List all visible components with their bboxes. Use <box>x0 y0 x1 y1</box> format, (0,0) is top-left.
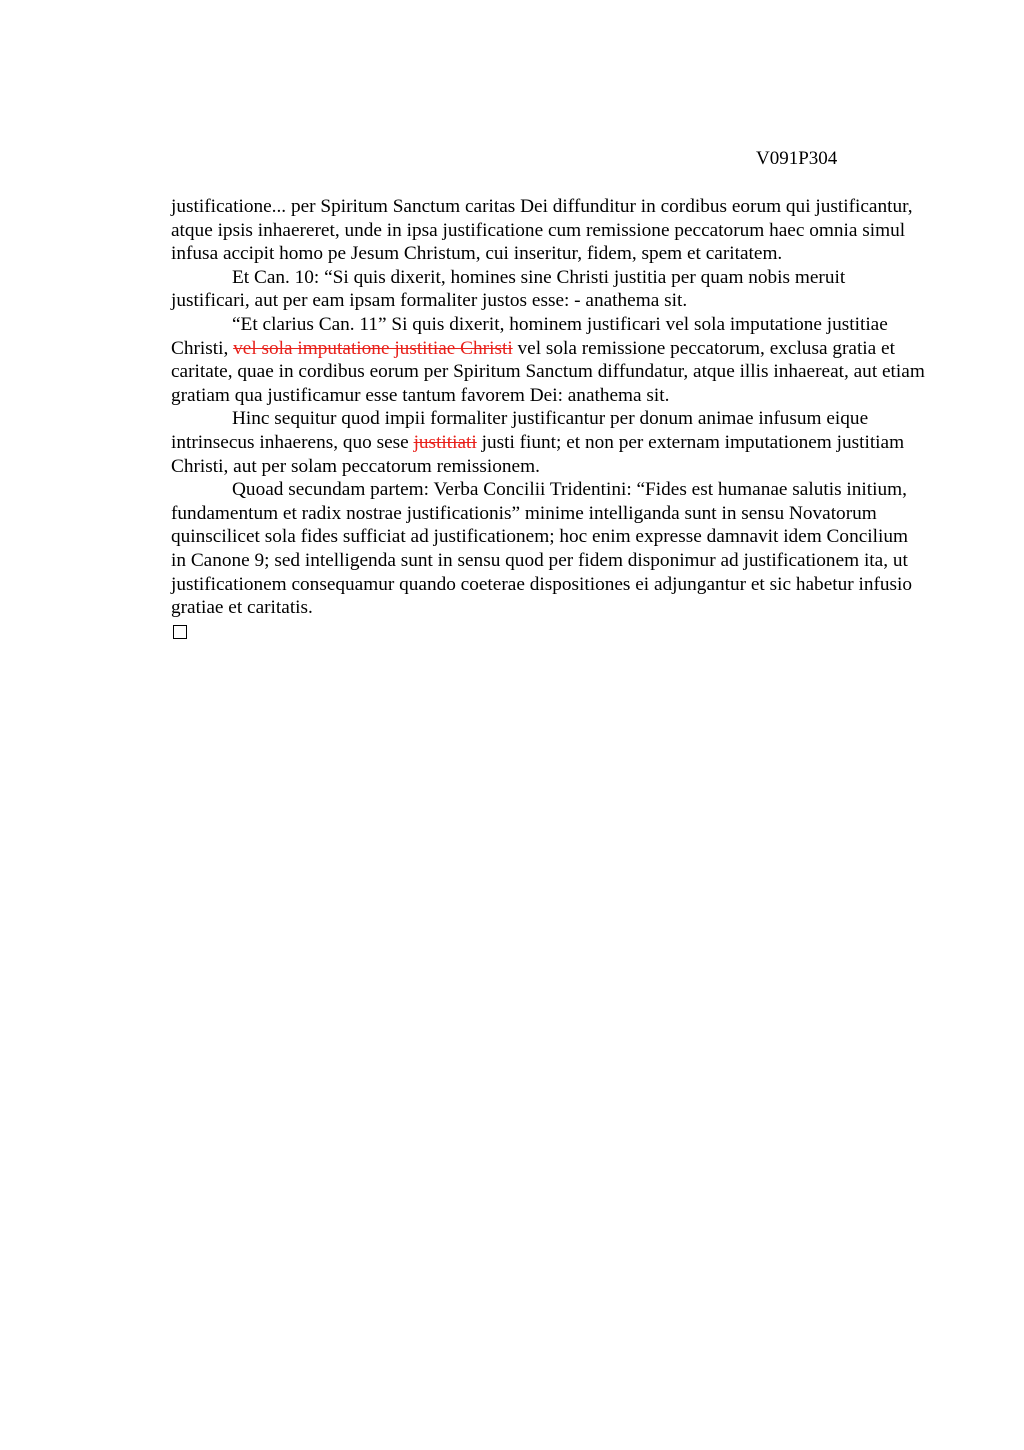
deleted-text: justitiati <box>413 431 477 453</box>
page-identifier: V091P304 <box>756 148 838 169</box>
paragraph-3 <box>171 313 927 407</box>
document-body <box>171 195 927 639</box>
paragraph-1 <box>171 195 927 266</box>
deleted-text: vel sola imputatione justitiae Christi <box>233 337 513 359</box>
paragraph-5 <box>171 478 927 620</box>
paragraph-4 <box>171 407 927 478</box>
paragraph-2 <box>171 266 927 313</box>
end-mark-box-icon <box>173 625 187 639</box>
text-segment: vel sola remissione peccatorum, exclusa gratia et caritate, quae in cordibus eorum per Spiritum Sanctum diffundatur, atque illis inhaereat, aut etiam gratiam qua justificamur esse tantum favorem Dei: anathema sit. <box>171 337 925 406</box>
text-segment: Hinc sequitur quod impii formaliter justificantur per donum animae infusum eique intrinsecus inhaerens, quo sese <box>171 408 869 453</box>
text-segment: Quoad secundam partem: Verba Concilii Tridentini: “Fides est humanae salutis initium, fundamentum et radix nostrae justificationis” minime intelliganda sunt in sensu Novatorum quinscilicet sola fides sufficiat ad justificationem; hoc enim expresse damnavit idem Concilium in Canone 9; sed intelligenda sunt in sensu quod per fidem disponimur ad justificationem ita, ut justificationem consequamur quando coeterae dispositiones ei adjungantur et sic habetur infusio gratiae et caritatis. <box>171 479 913 619</box>
text-segment: justi fiunt; et non per externam imputationem justitiam Christi, aut per solam peccatorum remissionem. <box>171 431 905 477</box>
text-segment: “Et clarius Can. 11” Si quis dixerit, hominem justificari vel sola imputatione justitiae Christi, <box>171 313 888 359</box>
text-segment: Et Can. 10: “Si quis dixerit, homines sine Christi justitia per quam nobis meruit justificari, aut per eam ipsam formaliter justos esse: - anathema sit. <box>171 266 846 312</box>
text-segment: justificatione... per Spiritum Sanctum caritas Dei diffunditur in cordibus eorum qui justificantur, atque ipsis inhaereret, unde in ipsa justificatione cum remissione peccatorum haec omnia simul infusa accipit homo pe Jesum Christum, cui inseritur, fidem, spem et caritatem. <box>171 196 913 265</box>
